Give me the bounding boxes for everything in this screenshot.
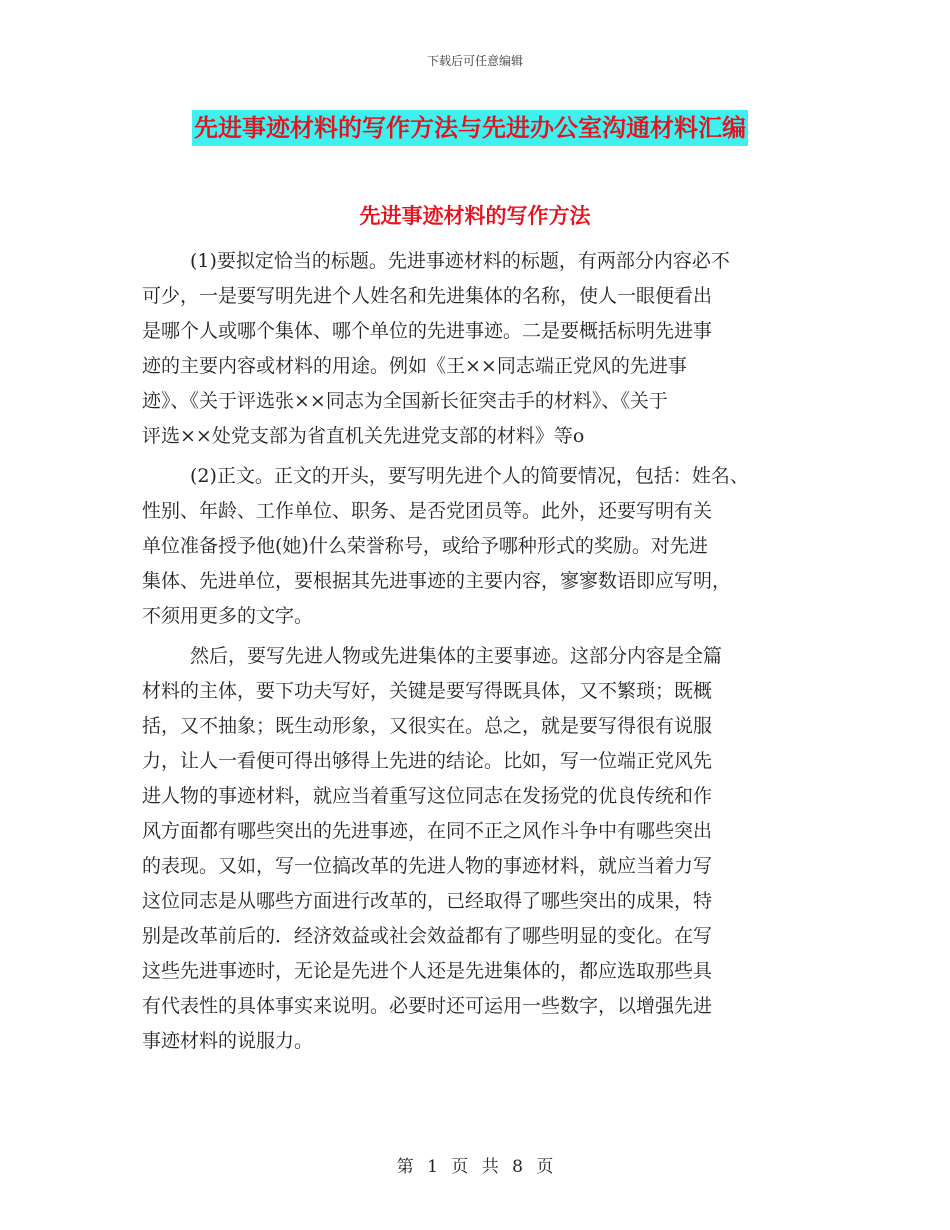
text-line: (2)正文。正文的开头，要写明先进个人的简要情况，包括：姓名、 xyxy=(190,465,749,487)
text-line: 有代表性的具体事实来说明。必要时还可运用一些数字，以增强先进 xyxy=(142,995,713,1017)
text-line: 事迹材料的说服力。 xyxy=(142,1030,314,1052)
text-line: 迹的主要内容或材料的用途。例如《王××同志端正党风的先进事 xyxy=(142,355,687,377)
text-line: 这些先进事迹时，无论是先进个人还是先进集体的，都应选取那些具 xyxy=(142,960,713,982)
text-line: 进人物的事迹材料，就应当着重写这位同志在发扬党的优良传统和作 xyxy=(142,785,713,807)
text-line: 的表现。又如，写一位搞改革的先进人物的事迹材料，就应当着力写 xyxy=(142,855,713,877)
text-line: 力，让人一看便可得出够得上先进的结论。比如，写一位端正党风先 xyxy=(142,750,713,772)
text-line: 这位同志是从哪些方面进行改革的，已经取得了哪些突出的成果，特 xyxy=(142,890,713,912)
text-line: 不须用更多的文字。 xyxy=(142,605,314,627)
text-line: 集体、先进单位，要根据其先进事迹的主要内容，寥寥数语即应写明， xyxy=(142,570,732,592)
page-number: 第 1 页 共 8 页 xyxy=(396,1157,554,1177)
text-line: 然后，要写先进人物或先进集体的主要事迹。这部分内容是全篇 xyxy=(190,645,723,667)
text-line: 风方面都有哪些突出的先进事迹，在同不正之风作斗争中有哪些突出 xyxy=(142,820,713,842)
text-line: 评选××处党支部为省直机关先进党支部的材料》等o xyxy=(142,425,585,447)
section-heading: 先进事迹材料的写作方法 xyxy=(359,204,591,228)
text-line: 可少，一是要写明先进个人姓名和先进集体的名称，使人一眼便看出 xyxy=(142,285,713,307)
text-line: 别是改革前后的．经济效益或社会效益都有了哪些明显的变化。在写 xyxy=(142,925,713,947)
header-note: 下载后可任意编辑 xyxy=(426,54,523,68)
text-line: 单位准备授予他(她)什么荣誉称号，或给予哪种形式的奖励。对先进 xyxy=(142,535,708,557)
text-line: (1)要拟定恰当的标题。先进事迹材料的标题，有两部分内容必不 xyxy=(190,250,730,272)
text-line: 括，又不抽象；既生动形象，又很实在。总之，就是要写得很有说服 xyxy=(142,715,713,737)
text-line: 材料的主体，要下功夫写好，关键是要写得既具体，又不繁琐；既概 xyxy=(142,680,713,702)
text-line: 性别、年龄、工作单位、职务、是否党团员等。此外，还要写明有关 xyxy=(142,500,713,522)
document-title: 先进事迹材料的写作方法与先进办公室沟通材料汇编 xyxy=(192,110,748,146)
text-line: 迹》、《关于评选张××同志为全国新长征突击手的材料》、《关于 xyxy=(142,390,668,412)
text-line: 是哪个人或哪个集体、哪个单位的先进事迹。二是要概括标明先进事 xyxy=(142,320,713,342)
